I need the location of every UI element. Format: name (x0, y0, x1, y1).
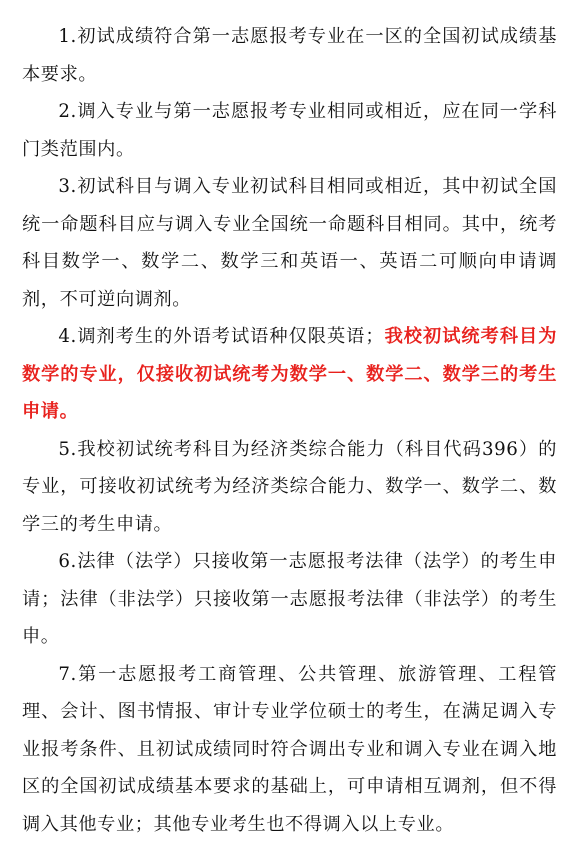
requirement-emphasis-text: 我校初试统考科目为数学的专业，仅接收初试统考为数学一、数学二、数学三的考生申请。 (22, 326, 558, 422)
requirement-text: 2.调入专业与第一志愿报考专业相同或相近，应在同一学科门类范围内。 (22, 101, 557, 160)
requirement-text: 5.我校初试统考科目为经济类综合能力（科目代码396）的专业，可接收初试统考为经济类综合能力、数学一、数学二、数学三的考生申请。 (22, 438, 557, 535)
requirement-text: 3.初试科目与调入专业初试科目相同或相近，其中初试全国统一命题科目应与调入专业全国统一命题科目相同。其中，统考科目数学一、数学二、数学三和英语一、英语二可顺向申请调剂，不可逆向调剂。 (22, 176, 557, 310)
requirement-item-1 (22, 18, 557, 93)
requirement-item-3 (22, 168, 557, 318)
requirement-item-2 (22, 93, 557, 168)
requirement-text: 4.调剂考生的外语考试语种仅限英语； (58, 326, 385, 347)
requirement-text: 6.法律（法学）只接收第一志愿报考法律（法学）的考生申请；法律（非法学）只接收第一志愿报考法律（非法学）的考生申。 (22, 551, 557, 647)
requirement-item-6 (22, 543, 557, 656)
requirement-text: 1.初试成绩符合第一志愿报考专业在一区的全国初试成绩基本要求。 (22, 26, 557, 85)
requirement-item-7 (22, 656, 557, 844)
requirement-item-4 (22, 318, 557, 431)
requirement-item-5 (22, 431, 557, 544)
requirement-text: 7.第一志愿报考工商管理、公共管理、旅游管理、工程管理、会计、图书情报、审计专业学位硕士的考生，在满足调入专业报考条件、且初试成绩同时符合调出专业和调入专业在调入地区的全国初试成绩基本要求的基础上，可申请相互调剂，但不得调入其他专业；其他专业考生也不得调入以上专业。 (22, 663, 557, 835)
